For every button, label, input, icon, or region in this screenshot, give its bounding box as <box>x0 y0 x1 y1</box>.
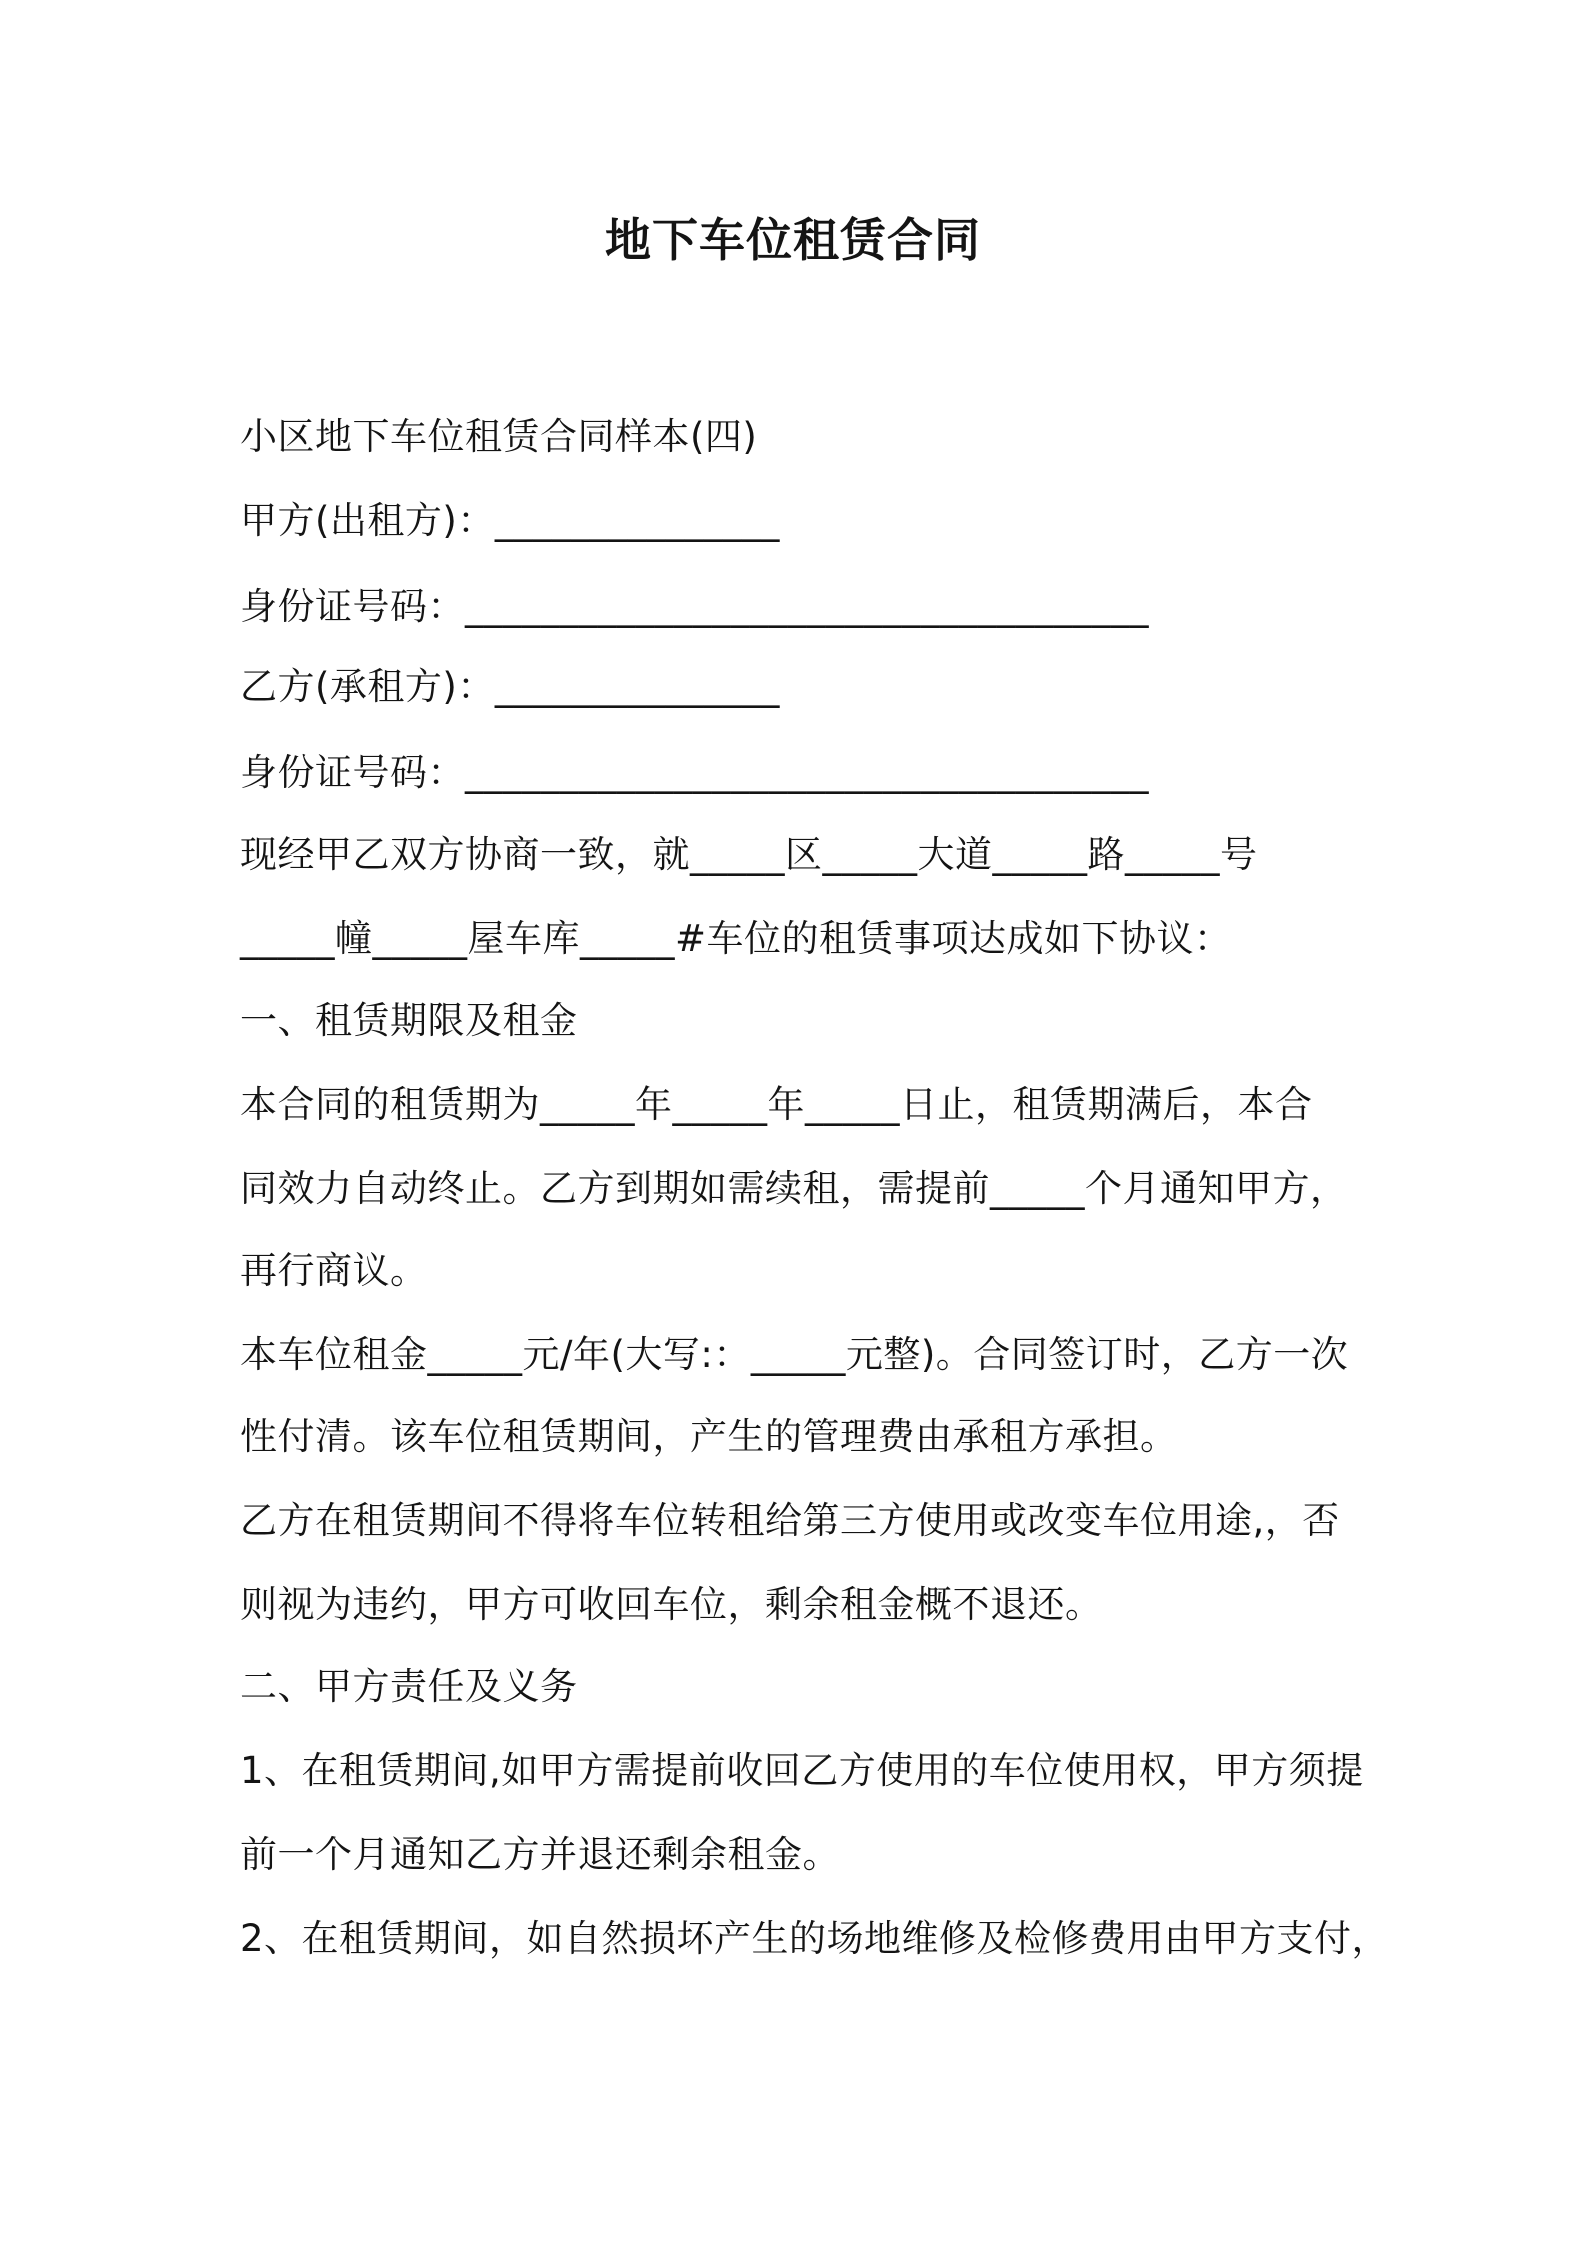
agreement-line-2: _____幢_____屋车库_____#车位的租赁事项达成如下协议： <box>240 917 1232 960</box>
section-heading-1: 一、租赁期限及租金 <box>240 999 578 1042</box>
paragraph-line: 本车位租金_____元/年(大写:：_____元整)。合同签订时，乙方一次 <box>240 1333 1349 1376</box>
section-heading-2: 二、甲方责任及义务 <box>240 1665 578 1708</box>
subtitle-line: 小区地下车位租赁合同样本(四) <box>240 415 758 458</box>
paragraph-line: 本合同的租赁期为_____年_____年_____日止，租赁期满后，本合 <box>240 1083 1313 1126</box>
paragraph-line: 性付清。该车位租赁期间，产生的管理费由承租方承担。 <box>240 1415 1178 1458</box>
paragraph-line: 1、在租赁期间,如甲方需提前收回乙方使用的车位使用权，甲方须提 <box>240 1749 1364 1792</box>
paragraph-line: 乙方在租赁期间不得将车位转租给第三方使用或改变车位用途,，否 <box>240 1499 1340 1542</box>
party-a-line: 甲方(出租方)：_______________ <box>240 499 780 542</box>
document-title: 地下车位租赁合同 <box>605 213 981 267</box>
party-b-line: 乙方(承租方)：_______________ <box>240 665 780 708</box>
paragraph-line: 前一个月通知乙方并退还剩余租金。 <box>240 1833 840 1876</box>
party-a-id-line: 身份证号码：____________________________________ <box>240 585 1149 628</box>
agreement-line-1: 现经甲乙双方协商一致，就_____区_____大道_____路_____号 <box>240 833 1258 876</box>
paragraph-line: 则视为违约，甲方可收回车位，剩余租金概不退还。 <box>240 1583 1103 1626</box>
party-b-id-line: 身份证号码：____________________________________ <box>240 751 1149 794</box>
paragraph-line: 同效力自动终止。乙方到期如需续租，需提前_____个月通知甲方， <box>240 1167 1348 1210</box>
paragraph-line: 2、在租赁期间，如自然损坏产生的场地维修及检修费用由甲方支付， <box>240 1917 1390 1960</box>
paragraph-line: 再行商议。 <box>240 1249 428 1292</box>
